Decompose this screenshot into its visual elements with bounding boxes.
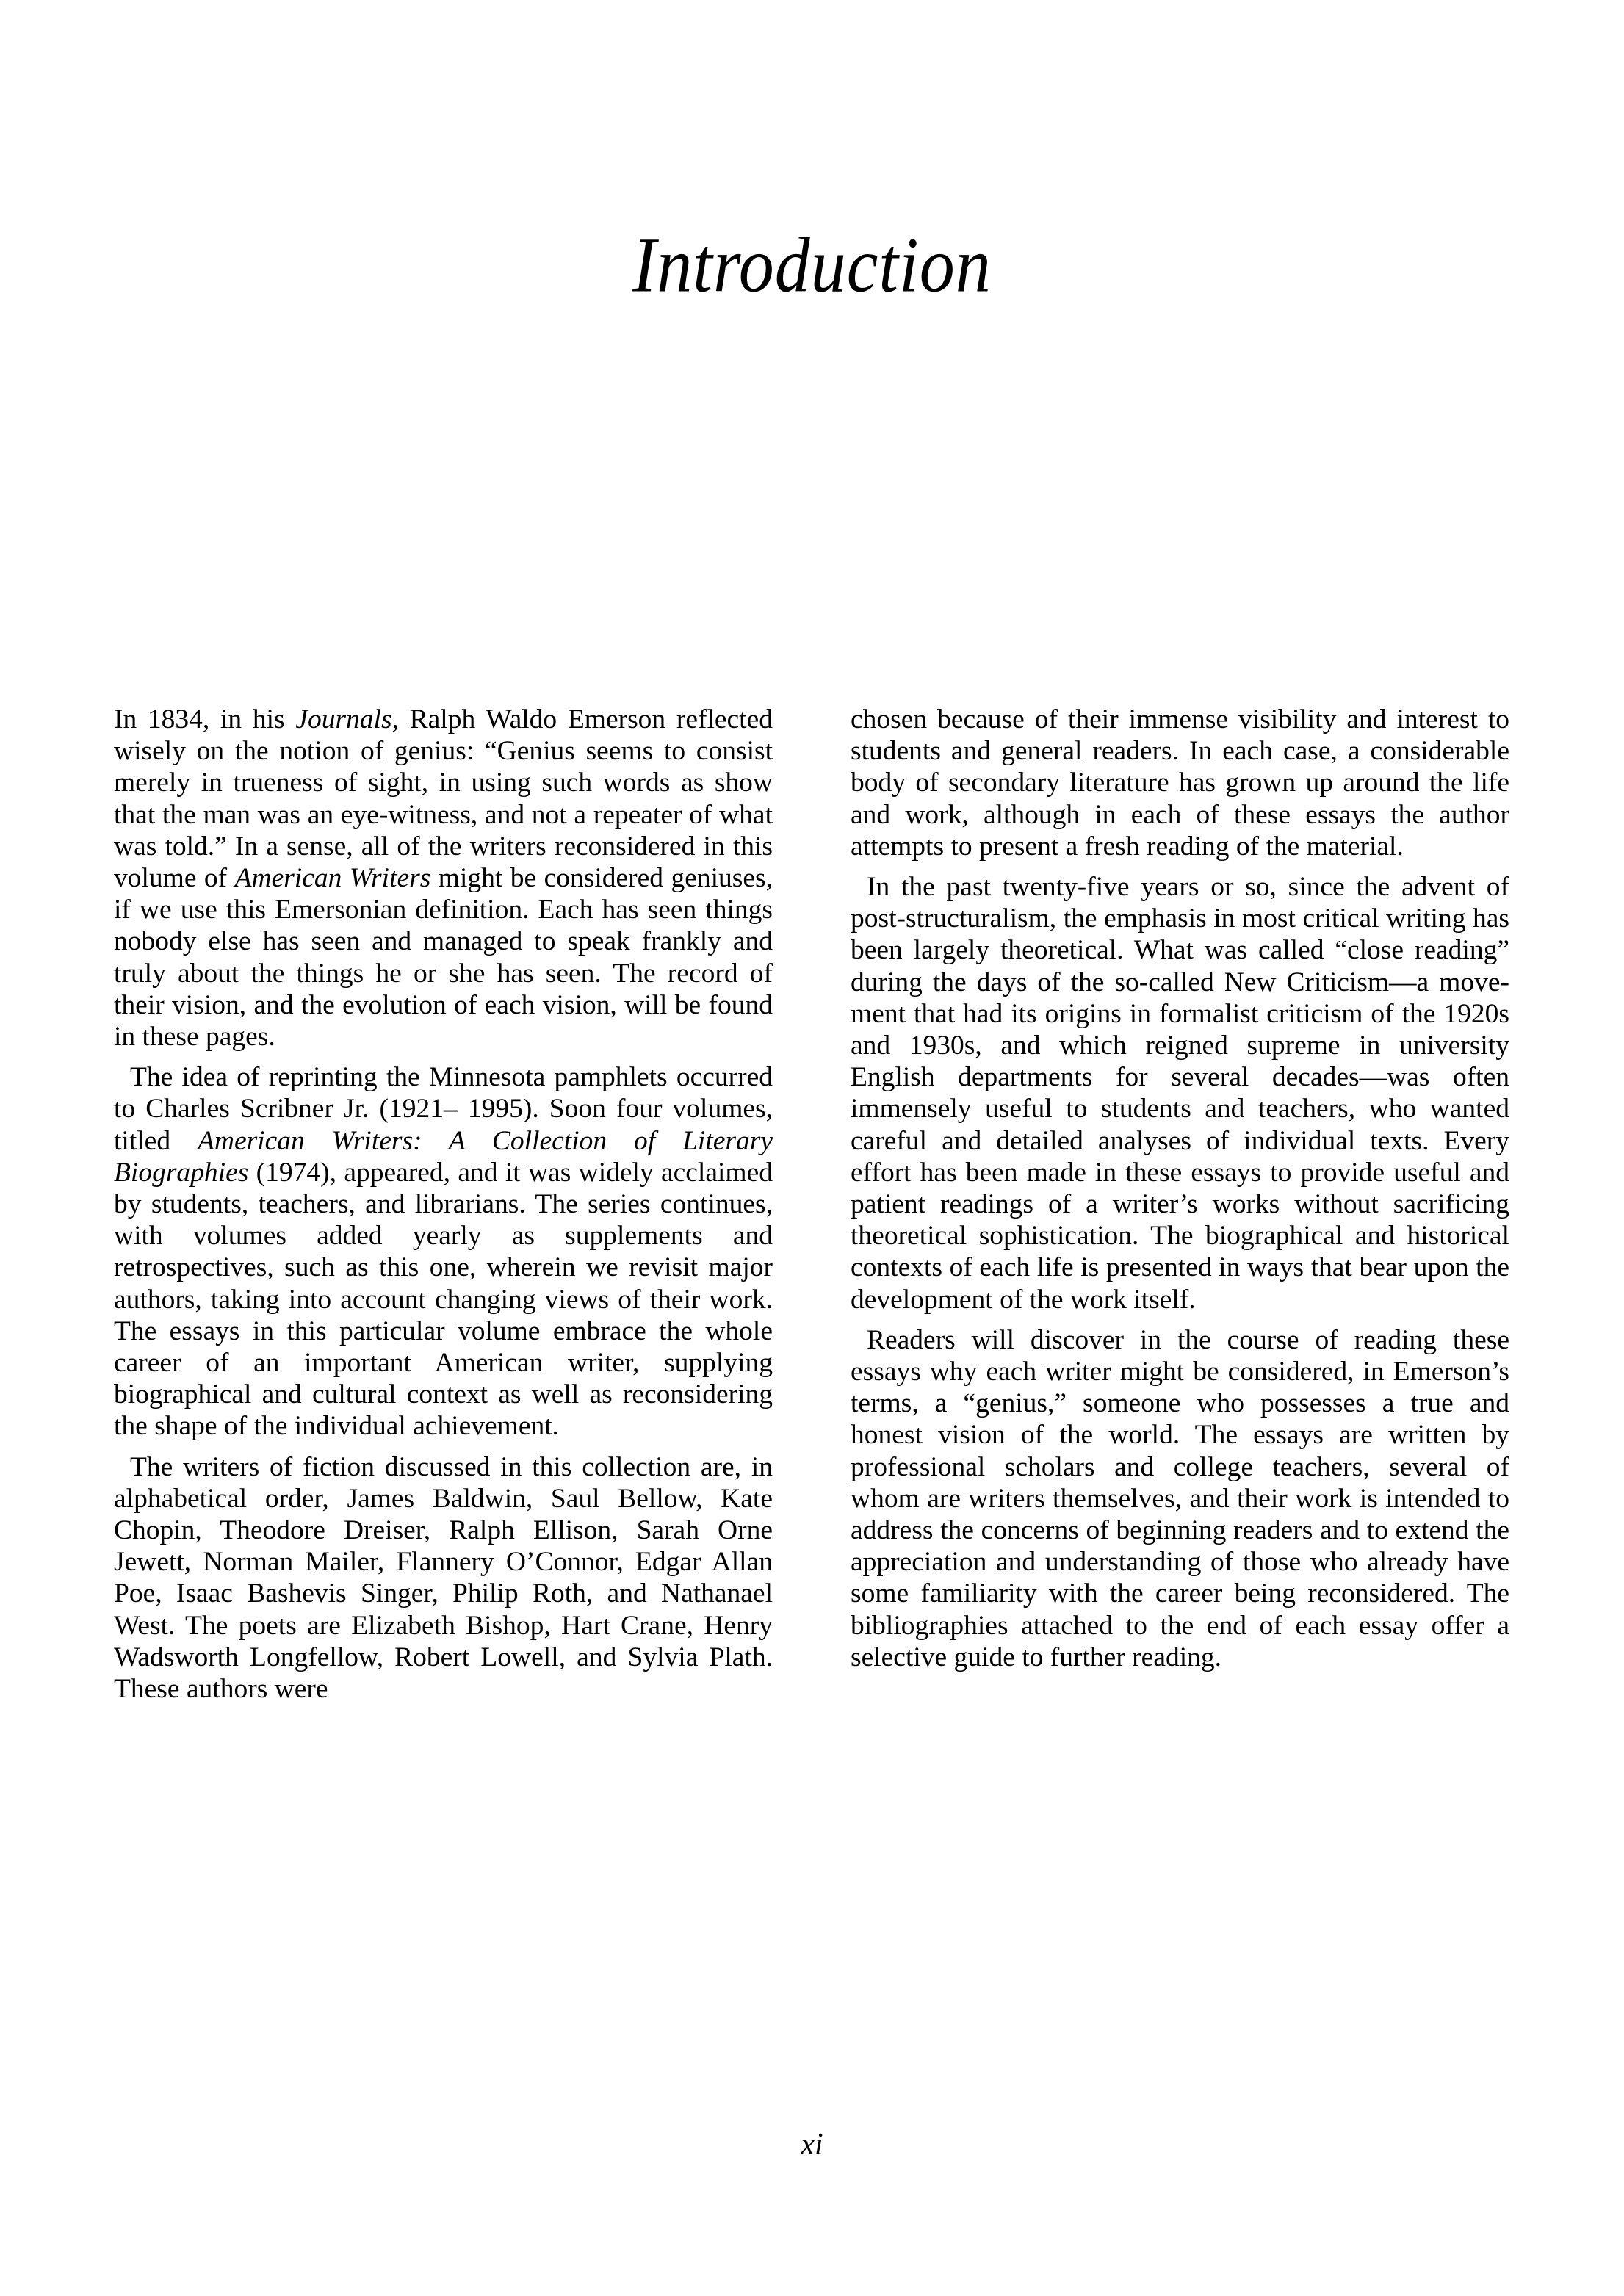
body-text: The idea of reprinting the Minnesota pamphlets occurred to Charles Scribner Jr. (1921– 1995). Soon four volumes, titled: [114, 1062, 773, 1156]
right-column: [851, 704, 1509, 1682]
italic-title-text: American Writers: A Collection of Literary Biographies: [114, 1125, 773, 1188]
body-text: The writers of fiction discussed in this collection are, in alphabetical order, James Baldwin, Saul Bellow, Kate Chopin, Theodore Dreiser, Ralph Ellison, Sarah Orne Jewett, Norman Mailer, Flannery O’Connor, Edgar Allan Poe, Isaac Bashevis Singer, Philip Roth, and Nathanael West. The poets are Elizabeth Bishop, Hart Crane, Henry Wadsworth Longfellow, Robert Lowell, and Sylvia Plath. These authors were: [114, 1451, 773, 1705]
body-text: Ralph Waldo Emerson reflected wisely on the notion of genius: “Genius seems to consist merely in trueness of sight, in using such words as show that the man was an eye-witness, and not a repeater of what was told.” In a sense, all of the writers reconsidered in this volume of: [114, 704, 773, 894]
italic-title-text: Journals,: [295, 704, 399, 734]
body-text: In the past twenty-five years or so, since the advent of post-structuralism, the emphasis in most critical writing has been largely theoretical. What was called “close reading” during the days of the so-called New Criticism—a movement that had its origins in formalist criticism of the 1920s and 1930s, and which reigned supreme in university English departments for several decades—was often immensely useful to students and teachers, who wanted careful and detailed analyses of individual texts. Every effort has been made in these essays to provide useful and patient readings of a writer’s works without sacrificing theoretical sophistication. The biographical and historical contexts of each life is presented in ways that bear upon the development of the work itself.: [851, 872, 1509, 1315]
body-text: Readers will discover in the course of reading these essays why each writer might be considered, in Emerson’s terms, a “genius,” someone who possesses a true and honest vision of the world. The essays are written by professional scholars and college teachers, several of whom are writers themselves, and their work is intended to address the concerns of beginning readers and to extend the appreciation and understanding of those who already have some familiarity with the career being reconsidered. The bibliographies attached to the end of each essay offer a selective guide to further reading.: [851, 1324, 1509, 1672]
paragraph: [851, 871, 1509, 1315]
paragraph: [114, 704, 773, 1053]
paragraph: [114, 1451, 773, 1705]
italic-title-text: American Writers: [234, 863, 431, 894]
page-title: Introduction: [632, 220, 992, 309]
body-text: might be considered geniuses, if we use this Emersonian definition. Each has seen things nobody else has seen and managed to speak frankly and truly about the things he or she has seen. The record of their vision, and the evolution of each vision, will be found in these pages.: [114, 863, 773, 1053]
body-text: chosen because of their immense visibility and interest to students and general readers. In each case, a considerable body of secondary literature has grown up around the life and work, although in each of these essays the author attempts to present a fresh reading of the material.: [851, 704, 1509, 862]
paragraph: [114, 1061, 773, 1442]
paragraph: [851, 704, 1509, 862]
page-number: xi: [801, 2128, 823, 2162]
body-text: In 1834, in his: [114, 704, 296, 734]
left-column: [114, 704, 773, 1714]
paragraph: [851, 1324, 1509, 1673]
body-text: (1974), appeared, and it was widely acclaimed by students, teachers, and librarians. The series continues, with volumes added yearly as supplements and retrospectives, such as this one, wherein we revisit major authors, taking into account changing views of their work. The essays in this particular volume embrace the whole career of an important American writer, supplying biographical and cultural context as well as reconsidering the shape of the individual achievement.: [114, 1157, 773, 1442]
